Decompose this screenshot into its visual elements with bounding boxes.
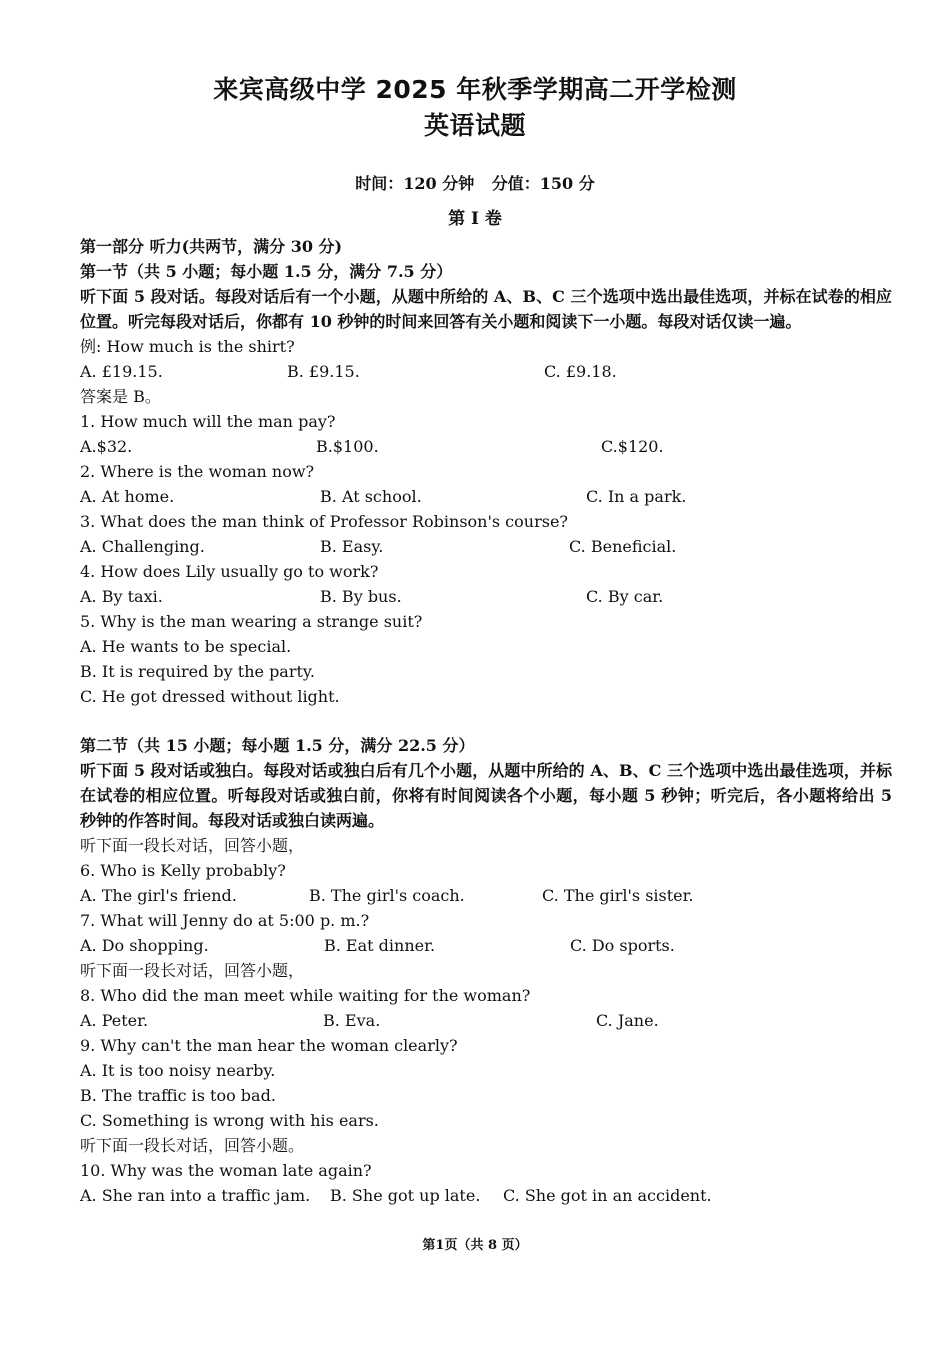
volume-label: 第 I 卷 (448, 209, 502, 229)
listen-instruction: 听下面一段长对话，回答小题。 (80, 1136, 305, 1155)
option-c: C. By car. (586, 587, 664, 606)
section1-heading: 第一节（共 5 小题；每小题 1.5 分，满分 7.5 分） (80, 262, 453, 281)
option-b: B. The girl's coach. (309, 886, 465, 905)
option-b: B. Easy. (320, 537, 384, 556)
option-a: A. Do shopping. (80, 936, 209, 955)
option-a: A. It is too noisy nearby. (80, 1061, 276, 1080)
question-8: 8. Who did the man meet while waiting for the woman? (80, 986, 531, 1005)
option-b: B. She got up late. (330, 1186, 481, 1205)
example-options (80, 359, 892, 384)
question-3-options (80, 534, 892, 559)
spacer (80, 709, 892, 733)
example-answer: 答案是 B。 (80, 387, 161, 406)
option-b: B. £9.15. (287, 362, 360, 381)
question-4-options (80, 584, 892, 609)
question-1-options (80, 434, 892, 459)
option-c: C. Jane. (596, 1011, 659, 1030)
option-c: C. In a park. (586, 487, 687, 506)
option-a: A.$32. (80, 437, 133, 456)
exam-time: 时间：120 分钟 (355, 174, 475, 193)
option-c: C. The girl's sister. (542, 886, 694, 905)
section2-instructions: 听下面 5 段对话或独白。每段对话或独白后有几个小题，从题中所给的 A、B、C 三个选项中选出最佳选项，并标在试卷的相应位置。听每段对话或独白前，你将有时间阅读各个小题，每小题 5 秒钟；听完后，各小题将给出 5 秒钟的作答时间。每段对话或独白读两遍。 (80, 761, 892, 830)
question-4: 4. How does Lily usually go to work? (80, 562, 379, 581)
option-c: C. He got dressed without light. (80, 687, 340, 706)
question-7: 7. What will Jenny do at 5:00 p. m.? (80, 911, 370, 930)
example-question: 例: How much is the shirt? (80, 337, 295, 356)
listen-instruction: 听下面一段长对话，回答小题， (80, 836, 305, 855)
option-a: A. £19.15. (80, 362, 163, 381)
question-8-options (80, 1008, 892, 1033)
exam-score: 分值：150 分 (491, 174, 595, 193)
exam-content (80, 234, 892, 1208)
listen-instruction: 听下面一段长对话，回答小题， (80, 961, 305, 980)
exam-meta (0, 171, 950, 194)
option-b: B. Eva. (323, 1011, 381, 1030)
subject-title: 英语试题 (423, 111, 526, 140)
exam-title: 来宾高级中学 2025 年秋季学期高二开学检测 (213, 75, 737, 104)
option-a: A. At home. (80, 487, 175, 506)
question-3: 3. What does the man think of Professor Robinson's course? (80, 512, 568, 531)
option-c: C. Something is wrong with his ears. (80, 1111, 379, 1130)
question-2-options (80, 484, 892, 509)
question-2: 2. Where is the woman now? (80, 462, 315, 481)
question-10: 10. Why was the woman late again? (80, 1161, 372, 1180)
option-a: A. The girl's friend. (80, 886, 237, 905)
question-5: 5. Why is the man wearing a strange suit? (80, 612, 423, 631)
option-c: C. She got in an accident. (503, 1186, 712, 1205)
option-b: B.$100. (316, 437, 379, 456)
option-c: C.$120. (601, 437, 664, 456)
option-c: C. £9.18. (544, 362, 617, 381)
option-b: B. The traffic is too bad. (80, 1086, 276, 1105)
option-b: B. It is required by the party. (80, 662, 315, 681)
question-7-options (80, 933, 892, 958)
option-a: A. He wants to be special. (80, 637, 292, 656)
section1-instructions: 听下面 5 段对话。每段对话后有一个小题，从题中所给的 A、B、C 三个选项中选出最佳选项，并标在试卷的相应位置。听完每段对话后，你都有 10 秒钟的时间来回答有关小题和阅读下一小题。每段对话仅读一遍。 (80, 287, 892, 331)
option-a: A. She ran into a traffic jam. (80, 1186, 311, 1205)
question-6-options (80, 883, 892, 908)
question-9: 9. Why can't the man hear the woman clearly? (80, 1036, 458, 1055)
option-a: A. Peter. (80, 1011, 149, 1030)
option-a: A. Challenging. (80, 537, 205, 556)
option-c: C. Do sports. (570, 936, 675, 955)
question-1: 1. How much will the man pay? (80, 412, 336, 431)
question-10-options (80, 1183, 892, 1208)
option-a: A. By taxi. (80, 587, 163, 606)
question-6: 6. Who is Kelly probably? (80, 861, 286, 880)
option-b: B. By bus. (320, 587, 402, 606)
section2-heading: 第二节（共 15 小题；每小题 1.5 分，满分 22.5 分） (80, 736, 475, 755)
option-b: B. Eat dinner. (324, 936, 436, 955)
page-number: 第1页（共 8 页） (422, 1238, 528, 1253)
part1-heading: 第一部分 听力(共两节，满分 30 分) (80, 237, 343, 256)
option-c: C. Beneficial. (569, 537, 677, 556)
option-b: B. At school. (320, 487, 422, 506)
